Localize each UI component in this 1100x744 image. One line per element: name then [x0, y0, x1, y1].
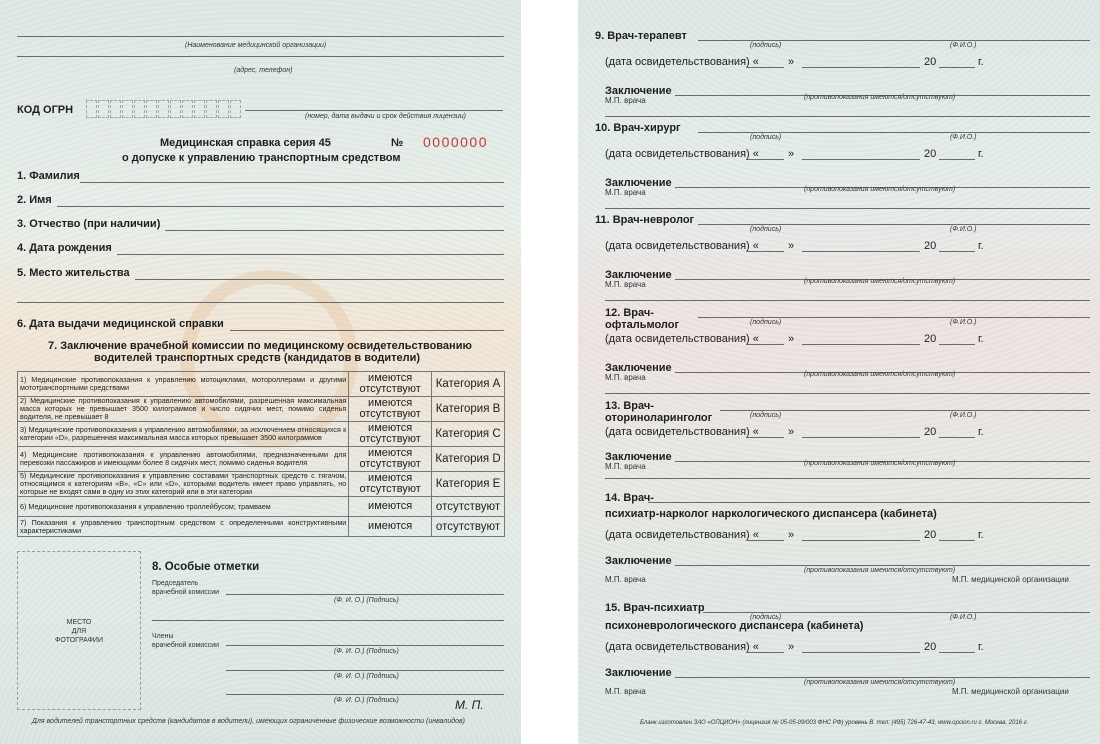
field-residence: 5. Место жительства — [17, 267, 130, 279]
chairman-label: Председатель врачебной комиссии — [152, 580, 220, 596]
patronymic-input-line[interactable] — [165, 230, 504, 231]
table-row: 4) Медицинские противопоказания к управлению автомобилями, предназначенными для перевозки пассажиров и имеющими более 8 сидячих мест, помимо сиденья водителя имеются отсутствуют Категория D — [18, 447, 505, 472]
residence-input-line[interactable] — [135, 279, 504, 280]
member1-fio-caption: (Ф. И. О.) (Подпись) — [334, 648, 399, 655]
member3-signature-line[interactable] — [226, 694, 504, 695]
table-row: 7) Показания к управлению транспортным средством с определенными конструктивными характеристиками имеются отсутствуют — [18, 517, 505, 537]
table-row: 1) Медицинские противопоказания к управлению мотоциклами, мотороллерами и другими мототранспортными средствами имеются отсутствуют Категория A — [18, 372, 505, 397]
license-caption: (номер, дата выдачи и срок действия лицензии) — [305, 113, 467, 120]
doctor-block-narcologist: 14. Врач- психиатр-нарколог наркологического диспансера (кабинета) (дата освидетельствования) « » 20 г. Заключение (противопоказания имеются/отсутствуют) М.П. врача М.П. медицинской организации — [588, 490, 1088, 590]
certificate-subtitle: о допуске к управлению транспортным средством — [122, 152, 401, 164]
table-row: 2) Медицинские противопоказания к управлению автомобилями, разрешенная максимальная масса которых не превышает 3500 килограммов и число сидячих мест, помимо сиденья водителя, не превышает 8 имеются отсутствуют Категория B — [18, 397, 505, 422]
stamp-place: М. П. — [455, 698, 484, 712]
section7-title: 7. Заключение врачебной комиссии по медицинскому освидетельствованию — [48, 340, 472, 352]
doctor-block-therapist: 9. Врач-терапевт (подпись) (Ф.И.О.) (дата освидетельствования) « » 20 г. Заключение М.П. врача (противопоказания имеются/отсутствуют) — [588, 28, 1088, 120]
doctor-block-psychiatrist: 15. Врач-психиатр (подпись) (Ф.И.О.) психоневрологического диспансера (кабинета) (дата освидетельствования) « » 20 г. Заключение (противопоказания имеются/отсутствуют) М.П. врача М.П. медицинской организации — [588, 600, 1088, 700]
contraindications-table — [17, 371, 505, 537]
printer-footer: Бланк изготовлен ЗАО «ОПЦИОН» (лицензия № 05-05-09/003 ФНС РФ) уровень В. тел: (495) 726-47-43, www.opcion.ru г. Москва, 2016 г. — [640, 720, 1029, 726]
chairman-signature-line[interactable] — [226, 594, 504, 595]
doctor-block-neurologist: 11. Врач-невролог (подпись) (Ф.И.О.) (дата освидетельствования) « » 20 г. Заключение М.П. врача (противопоказания имеются/отсутствуют) — [588, 212, 1088, 304]
table-row: 5) Медицинские противопоказания к управлению составами транспортных средств с тягачом, относящимся к категориям «B», «C» или «D», которыми водитель имеет право управлять, но которые не входят сами в одну из этих категорий или в эти категории имеются отсутствуют Категория E — [18, 472, 505, 497]
table-row: 3) Медицинские противопоказания к управлению автомобилями, за исключением относящихся к категории «D», разрешенная максимальная масса которых превышает 3500 килограммов имеются отсутствуют Категория C — [18, 422, 505, 447]
field-surname: 1. Фамилия — [17, 170, 80, 182]
certificate-title: Медицинская справка серия 45 — [160, 137, 331, 149]
name-input-line[interactable] — [57, 206, 504, 207]
member3-fio-caption: (Ф. И. О.) (Подпись) — [334, 697, 399, 704]
number-sign: № — [391, 137, 404, 149]
right-page — [578, 0, 1100, 744]
left-page — [0, 0, 521, 744]
issue-date-input-line[interactable] — [230, 330, 504, 331]
field-name: 2. Имя — [17, 194, 52, 206]
member2-signature-line[interactable] — [226, 670, 504, 671]
photo-text: МЕСТО ДЛЯ ФОТОГРАФИИ — [55, 619, 103, 644]
field-issue-date: 6. Дата выдачи медицинской справки — [17, 318, 224, 330]
field-birth-date: 4. Дата рождения — [17, 242, 112, 254]
member1-signature-line[interactable] — [226, 645, 504, 646]
field-patronymic: 3. Отчество (при наличии) — [17, 218, 161, 230]
serial-number: 0000000 — [423, 134, 489, 150]
doctor-block-otolaryngologist: 13. Врач- оториноларинголог (подпись) (Ф.И.О.) (дата освидетельствования) « » 20 г. Заключение М.П. врача (противопоказания имеются/отсутствуют) — [588, 398, 1088, 490]
photo-placeholder — [17, 551, 141, 710]
birth-date-input-line[interactable] — [117, 254, 504, 255]
ogrn-label: КОД ОГРН — [17, 104, 74, 116]
doctor-block-ophthalmologist: 12. Врач- офтальмолог (подпись) (Ф.И.О.) (дата освидетельствования) « » 20 г. Заключение М.П. врача (противопоказания имеются/отсутствуют) — [588, 305, 1088, 397]
footnote: Для водителей транспортных средств (кандидатов в водители), имеющих ограниченные физические возможности (инвалидов) — [32, 718, 465, 725]
members-label: Члены врачебной комиссии — [152, 633, 220, 649]
member2-fio-caption: (Ф. И. О.) (Подпись) — [334, 673, 399, 680]
special-notes-title: 8. Особые отметки — [152, 561, 260, 573]
address-caption: (адрес, телефон) — [234, 67, 293, 74]
doctor-block-surgeon: 10. Врач-хирург (подпись) (Ф.И.О.) (дата освидетельствования) « » 20 г. Заключение М.П. врача (противопоказания имеются/отсутствуют) — [588, 120, 1088, 212]
section7-subtitle: водителей транспортных средств (кандидатов в водители) — [94, 352, 421, 364]
chairman-fio-caption: (Ф. И. О.) (Подпись) — [334, 597, 399, 604]
surname-input-line[interactable] — [80, 182, 504, 183]
org-name-caption: (Наименование медицинской организации) — [185, 42, 327, 49]
table-row: 6) Медицинские противопоказания к управлению троллейбусом; трамваем имеются отсутствуют — [18, 497, 505, 517]
